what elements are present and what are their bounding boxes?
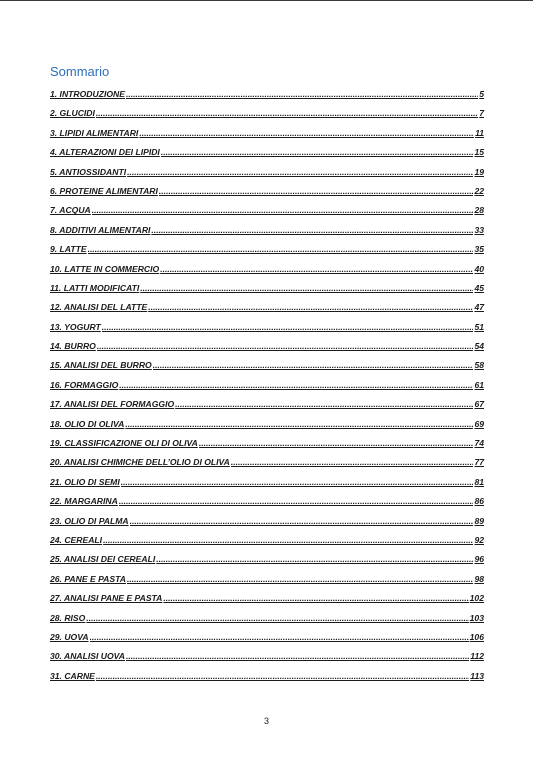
toc-dot-leader — [92, 205, 474, 215]
toc-dot-leader — [153, 360, 474, 370]
toc-entry-page: 22 — [474, 185, 484, 196]
toc-dot-leader — [163, 593, 468, 603]
toc-dot-leader — [231, 457, 474, 467]
toc-entry-page: 15 — [474, 147, 484, 158]
toc-entry-page: 106 — [469, 631, 484, 642]
toc-heading: Sommario — [50, 64, 110, 79]
toc-entry[interactable] — [50, 651, 484, 670]
toc-dot-leader — [126, 651, 469, 661]
toc-entry[interactable] — [50, 535, 484, 554]
toc-dot-leader — [103, 535, 473, 545]
toc-entry[interactable] — [50, 341, 484, 360]
toc-entry-label: 27. ANALISI PANE E PASTA — [50, 593, 163, 604]
toc-entry-page: 51 — [474, 321, 484, 332]
toc-dot-leader — [96, 108, 478, 118]
toc-entry-page: 11 — [475, 127, 484, 138]
toc-entry-page: 74 — [474, 438, 484, 449]
toc-entry-page: 102 — [469, 593, 484, 604]
toc-entry-page: 61 — [474, 379, 484, 390]
toc-entry[interactable] — [50, 477, 484, 496]
toc-entry-page: 98 — [474, 573, 484, 584]
toc-entry-label: 14. BURRO — [50, 341, 96, 352]
toc-dot-leader — [86, 613, 468, 623]
toc-entry-label: 7. ACQUA — [50, 205, 91, 216]
toc-entry-page: 89 — [474, 515, 484, 526]
toc-dot-leader — [121, 477, 474, 487]
toc-entry-page: 28 — [474, 205, 484, 216]
toc-entry-label: 3. LIPIDI ALIMENTARI — [50, 127, 139, 138]
toc-entry[interactable] — [50, 613, 484, 632]
top-border-line — [0, 0, 533, 1]
toc-entry-label: 21. OLIO DI SEMI — [50, 476, 120, 487]
toc-entry-page: 92 — [474, 534, 484, 545]
toc-entry[interactable] — [50, 380, 484, 399]
table-of-contents — [50, 89, 484, 690]
toc-entry-page: 112 — [470, 651, 484, 662]
toc-entry[interactable] — [50, 264, 484, 283]
toc-entry[interactable] — [50, 89, 484, 108]
toc-entry-label: 10. LATTE IN COMMERCIO — [50, 263, 160, 274]
toc-dot-leader — [88, 244, 474, 254]
toc-entry-page: 103 — [469, 612, 484, 623]
toc-entry-label: 2. GLUCIDI — [50, 108, 95, 119]
toc-entry[interactable] — [50, 167, 484, 186]
toc-dot-leader — [139, 128, 474, 138]
toc-entry[interactable] — [50, 225, 484, 244]
toc-dot-leader — [156, 554, 473, 564]
toc-entry-label: 30. ANALISI UOVA — [50, 651, 125, 662]
toc-entry-page: 54 — [474, 341, 484, 352]
toc-entry-label: 19. CLASSIFICAZIONE OLI DI OLIVA — [50, 438, 198, 449]
toc-entry-page: 113 — [470, 670, 484, 681]
toc-dot-leader — [126, 89, 478, 99]
toc-entry[interactable] — [50, 419, 484, 438]
toc-entry[interactable] — [50, 671, 484, 690]
toc-entry-page: 35 — [474, 244, 484, 255]
toc-entry[interactable] — [50, 360, 484, 379]
toc-entry-label: 18. OLIO DI OLIVA — [50, 418, 125, 429]
toc-entry-label: 1. INTRODUZIONE — [50, 89, 125, 99]
toc-entry-page: 58 — [474, 360, 484, 371]
toc-entry[interactable] — [50, 244, 484, 263]
toc-entry-label: 26. PANE E PASTA — [50, 573, 126, 584]
toc-entry-label: 13. YOGURT — [50, 321, 101, 332]
toc-entry[interactable] — [50, 399, 484, 418]
toc-entry-label: 23. OLIO DI PALMA — [50, 515, 129, 526]
toc-entry-label: 22. MARGARINA — [50, 496, 118, 507]
toc-entry[interactable] — [50, 186, 484, 205]
toc-entry-page: 40 — [474, 263, 484, 274]
toc-entry-label: 25. ANALISI DEI CEREALI — [50, 554, 156, 565]
toc-entry-page: 47 — [474, 302, 484, 313]
toc-entry-label: 5. ANTIOSSIDANTI — [50, 166, 127, 177]
toc-dot-leader — [175, 399, 473, 409]
toc-entry-page: 96 — [474, 554, 484, 565]
toc-dot-leader — [161, 147, 474, 157]
toc-entry-page: 81 — [474, 476, 484, 487]
toc-entry-page: 69 — [474, 418, 484, 429]
toc-entry-label: 17. ANALISI DEL FORMAGGIO — [50, 399, 175, 410]
toc-entry[interactable] — [50, 457, 484, 476]
toc-entry-label: 29. UOVA — [50, 631, 89, 642]
toc-entry-page: 19 — [474, 166, 484, 177]
toc-entry-label: 4. ALTERAZIONI DEI LIPIDI — [50, 147, 160, 158]
toc-entry-label: 20. ANALISI CHIMICHE DELL’OLIO DI OLIVA — [50, 457, 230, 468]
toc-entry[interactable] — [50, 593, 484, 612]
toc-dot-leader — [119, 496, 474, 506]
toc-entry-label: 12. ANALISI DEL LATTE — [50, 302, 148, 313]
toc-entry-page: 45 — [474, 282, 484, 293]
toc-dot-leader — [127, 167, 473, 177]
toc-dot-leader — [151, 225, 473, 235]
toc-entry-page: 7 — [479, 108, 484, 119]
toc-entry-page: 33 — [474, 224, 484, 235]
toc-entry-label: 24. CEREALI — [50, 534, 103, 545]
toc-entry[interactable] — [50, 632, 484, 651]
toc-entry[interactable] — [50, 283, 484, 302]
toc-entry[interactable] — [50, 574, 484, 593]
toc-entry-label: 28. RISO — [50, 612, 86, 623]
toc-entry-label: 11. LATTI MODIFICATI — [50, 282, 140, 293]
toc-entry[interactable] — [50, 128, 484, 147]
toc-dot-leader — [125, 419, 473, 429]
toc-dot-leader — [90, 632, 469, 642]
toc-entry-label: 8. ADDITIVI ALIMENTARI — [50, 224, 151, 235]
toc-entry-label: 16. FORMAGGIO — [50, 379, 119, 390]
toc-dot-leader — [119, 380, 473, 390]
toc-entry[interactable] — [50, 205, 484, 224]
toc-entry[interactable] — [50, 108, 484, 127]
toc-entry[interactable] — [50, 147, 484, 166]
toc-entry-label: 15. ANALISI DEL BURRO — [50, 360, 152, 371]
toc-entry-page: 86 — [474, 496, 484, 507]
toc-entry[interactable] — [50, 554, 484, 573]
toc-entry[interactable] — [50, 302, 484, 321]
toc-dot-leader — [97, 341, 474, 351]
toc-dot-leader — [148, 302, 473, 312]
toc-entry-page: 67 — [474, 399, 484, 410]
toc-dot-leader — [140, 283, 473, 293]
toc-dot-leader — [96, 671, 469, 681]
toc-dot-leader — [160, 264, 473, 274]
toc-dot-leader — [130, 516, 474, 526]
toc-entry[interactable] — [50, 322, 484, 341]
toc-entry[interactable] — [50, 438, 484, 457]
toc-entry-label: 9. LATTE — [50, 244, 87, 255]
toc-dot-leader — [159, 186, 474, 196]
toc-dot-leader — [199, 438, 474, 448]
toc-entry[interactable] — [50, 496, 484, 515]
toc-entry[interactable] — [50, 516, 484, 535]
toc-dot-leader — [127, 574, 474, 584]
toc-entry-page: 5 — [479, 89, 484, 99]
page-number: 3 — [263, 716, 269, 726]
toc-dot-leader — [102, 322, 474, 332]
toc-entry-label: 6. PROTEINE ALIMENTARI — [50, 185, 158, 196]
toc-entry-page: 77 — [474, 457, 484, 468]
toc-entry-label: 31. CARNE — [50, 670, 95, 681]
